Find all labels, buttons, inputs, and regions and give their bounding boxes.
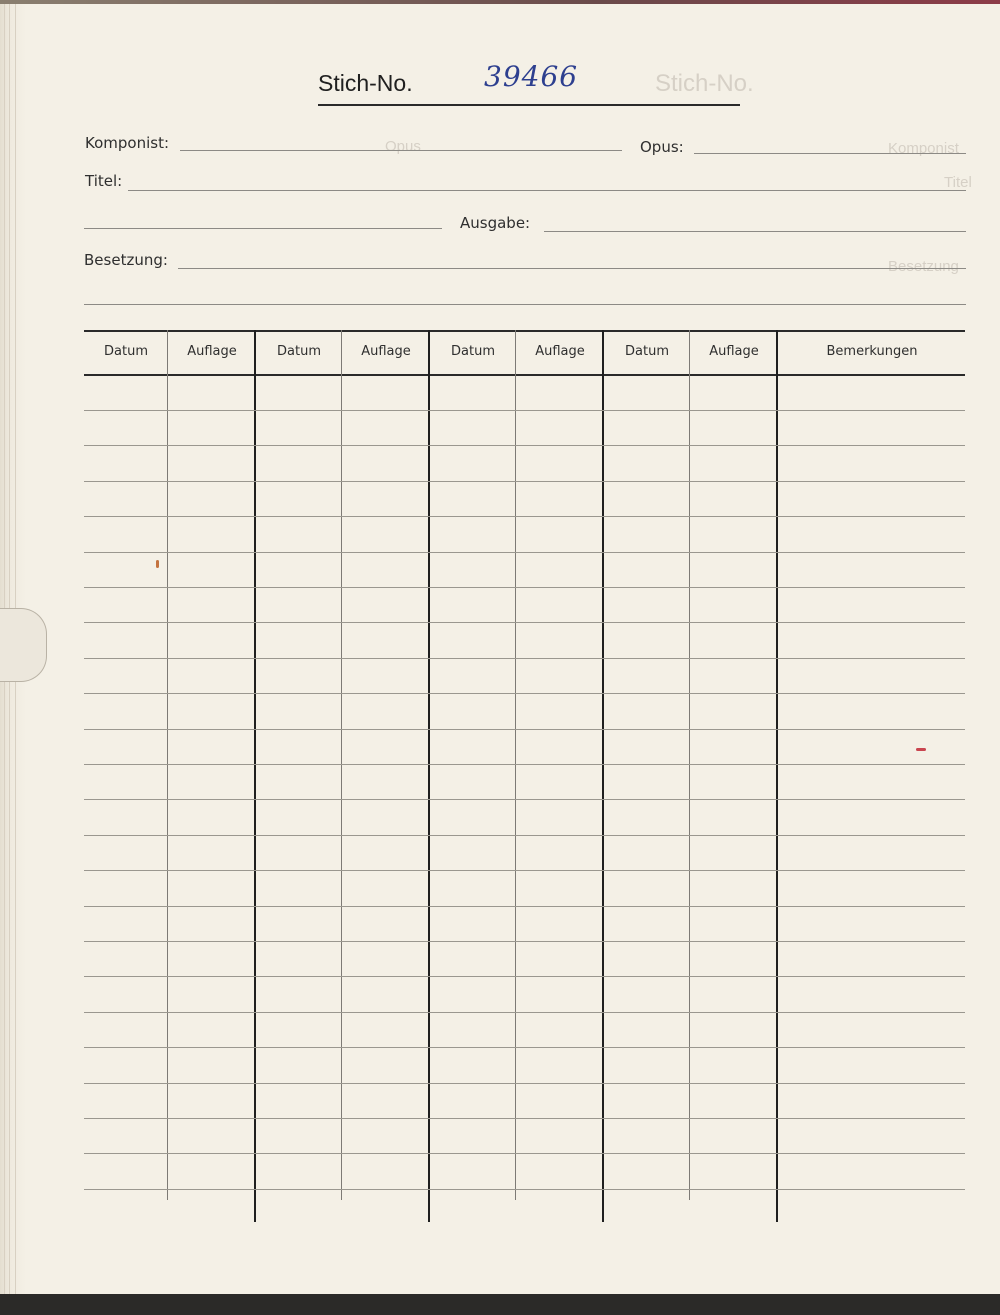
besetzung-field-line-2[interactable] [84,304,966,305]
column-divider [689,330,690,1200]
besetzung-label: Besetzung: [84,251,168,269]
stich-no-handwritten-value[interactable]: 39466 [484,60,579,93]
titel-label: Titel: [85,172,123,190]
ink-mark [916,748,926,751]
titel-field[interactable] [128,190,966,191]
table-row[interactable] [84,1047,965,1048]
titel-field-line-2[interactable] [84,228,442,229]
ink-mark [156,560,159,568]
column-divider [341,330,342,1200]
komponist-field[interactable] [180,150,622,151]
stich-no-label: Stich-No. [318,70,413,96]
table-row[interactable] [84,764,965,765]
table-row[interactable] [84,481,965,482]
ledger-page [0,4,1000,1294]
column-header-datum-3: Datum [451,344,495,359]
column-header-bemerkungen: Bemerkungen [826,344,918,359]
column-header-datum-4: Datum [625,344,669,359]
show-through-stich: Stich-No. [655,70,754,97]
ausgabe-field[interactable] [544,231,966,232]
table-row[interactable] [84,552,965,553]
table-row[interactable] [84,941,965,942]
table-row[interactable] [84,835,965,836]
stich-no-underline [318,104,740,106]
table-row[interactable] [84,906,965,907]
column-divider [515,330,516,1200]
column-divider-major [602,330,604,1222]
table-row[interactable] [84,445,965,446]
show-through-besetzung: Besetzung [888,258,959,275]
column-header-auflage-3: Auflage [535,344,585,359]
show-through-opus: Opus [385,138,421,155]
opus-field[interactable] [694,153,966,154]
table-header-rule [84,374,965,376]
column-divider-major [776,330,778,1222]
index-tab[interactable] [0,608,47,682]
table-row[interactable] [84,622,965,623]
table-row[interactable] [84,587,965,588]
table-row[interactable] [84,693,965,694]
table-row[interactable] [84,1153,965,1154]
column-divider-major [254,330,256,1222]
komponist-label: Komponist: [85,134,170,152]
table-row[interactable] [84,976,965,977]
column-header-auflage-2: Auflage [361,344,411,359]
table-row[interactable] [84,1118,965,1119]
column-header-auflage-4: Auflage [709,344,759,359]
column-header-datum-1: Datum [104,344,148,359]
table-row[interactable] [84,1083,965,1084]
column-header-auflage-1: Auflage [187,344,237,359]
besetzung-field[interactable] [178,268,966,269]
table-row[interactable] [84,516,965,517]
table-row[interactable] [84,410,965,411]
table-top-rule [84,330,965,332]
ausgabe-label: Ausgabe: [460,214,531,232]
column-divider-major [428,330,430,1222]
show-through-titel: Titel [944,174,972,191]
table-row[interactable] [84,658,965,659]
column-header-datum-2: Datum [277,344,321,359]
table-row[interactable] [84,1012,965,1013]
table-row[interactable] [84,870,965,871]
column-divider [167,330,168,1200]
table-row[interactable] [84,799,965,800]
show-through-komponist: Komponist [888,140,959,157]
table-row[interactable] [84,1189,965,1190]
table-row[interactable] [84,729,965,730]
opus-label: Opus: [640,138,684,156]
